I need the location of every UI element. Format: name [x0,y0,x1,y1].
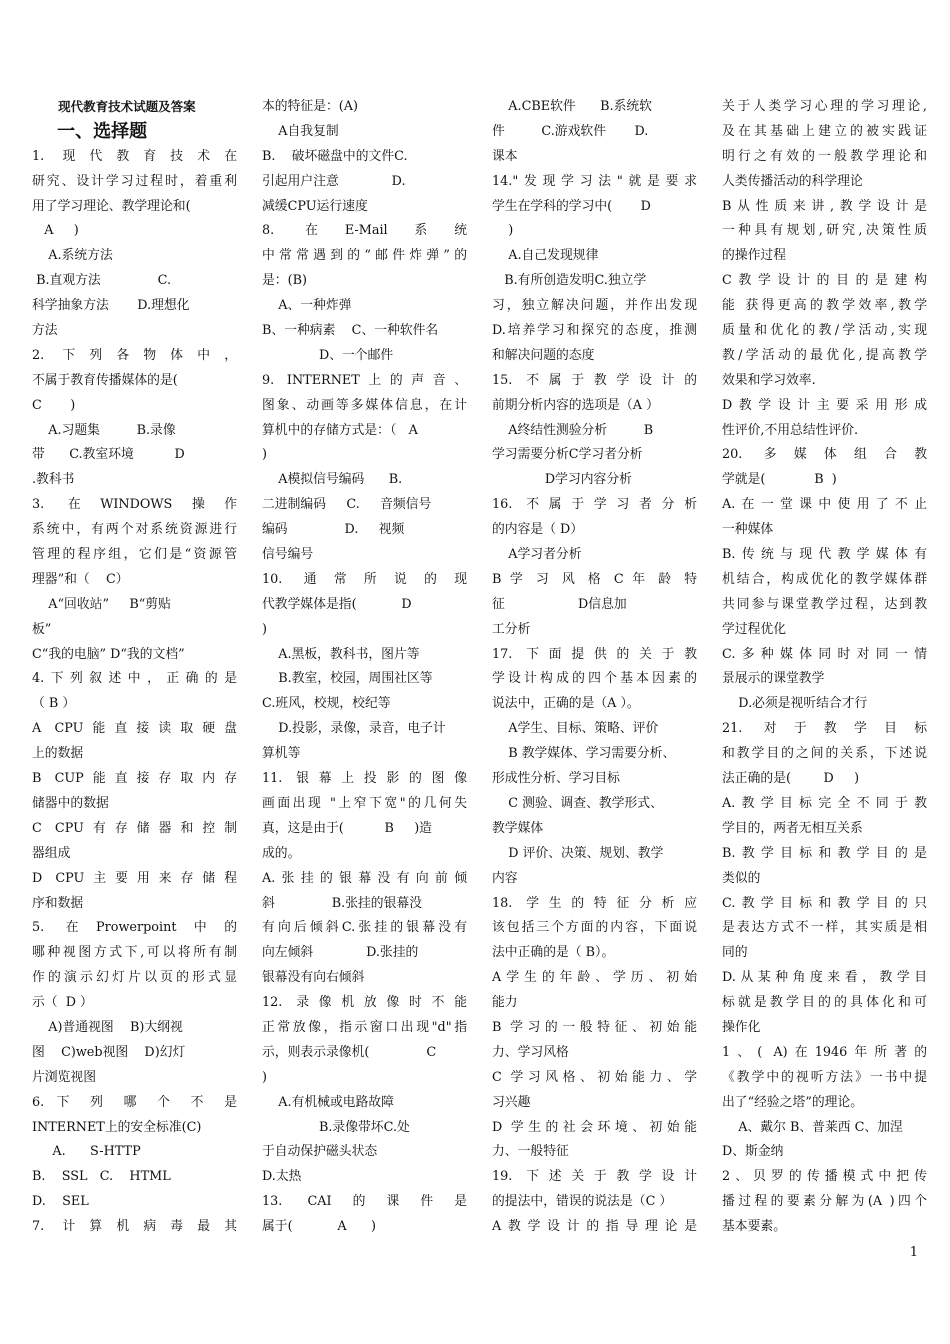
text-line: 示（ D ） [32,995,93,1011]
text-line: 学生在学科的学习中( D [492,198,651,214]
text-line: B. SSL C. HTML [32,1169,171,1185]
text-line: 二进制编码 C. 音频信号 [262,497,432,513]
text-line: 15. 不属于教学设计的 [492,372,697,388]
text-line: 人类传播活动的科学理论 [722,173,863,189]
text-line: C 学习风格、初始能力、学 [492,1069,697,1085]
text-line: 形成性分析、学习目标 [492,771,620,787]
text-line: 件 C.游戏软件 D. [492,123,649,139]
text-line: 和解决问题的态度 [492,347,595,363]
text-line: D.投影，录像，录音，电子计 [262,721,446,737]
text-line: 法中正确的是（ B）。 [492,945,615,961]
text-line: D.从某种角度来看，教学目 [722,970,927,986]
text-line: D、斯金纳 [722,1144,784,1160]
text-line: 引起用户注意 D. [262,173,406,189]
text-line: 图象、动画等多媒体信息，在计 [262,397,467,413]
text-line: 研究、设计学习过程时，着重利 [32,173,237,189]
text-line: A模拟信号编码 B. [262,472,403,488]
text-line: 2、贝罗的传播模式中把传 [722,1169,927,1185]
text-line: 该包括三个方面的内容，下面说 [492,920,697,936]
text-line: C教学设计的目的是建构 [722,273,927,289]
text-line: 学过程优化 [722,621,786,637]
text-line: 代教学媒体是指( D [262,596,412,612]
text-line: 学习需要分析C学习者分析 [492,447,643,463]
text-line: B.教室，校园，周围社区等 [262,671,433,687]
text-line: B.录像带坏C.处 [262,1119,410,1135]
text-line: D教学设计主要采用形成 [722,397,927,413]
text-line: 20. 多媒体组合教 [722,447,927,463]
text-column-2 [262,95,467,1240]
text-line: A ) [32,223,79,239]
text-line: 一、选择题 [32,120,148,142]
text-line: 及在其基础上建立的被实践证 [722,123,927,139]
text-line: 《教学中的视听方法》一书中提 [722,1069,927,1085]
text-line: 哪种视图方式下,可以将所有制 [32,945,237,961]
text-line: 14."发现学习法"就是要求 [492,173,697,189]
text-line: B 学 习 风 格 C 年 龄 特 [492,571,697,587]
text-line: 一种媒体 [722,522,774,538]
text-line: 机结合，构成优化的教学媒体群 [722,571,927,587]
text-line: 出了“经验之塔”的理论。 [722,1094,864,1110]
text-line: 习，独立解决问题，并作出发现 [492,298,697,314]
text-line: 效果和学习效率. [722,372,816,388]
text-line: 的内容是（ D） [492,522,584,538]
text-line: A.系统方法 [32,248,113,264]
text-line: D 评价、决策、规划、教学 [492,845,664,861]
text-column-4 [722,95,927,1240]
text-line: B 学习的一般特征、初始能 [492,1019,697,1035]
text-line: 学设计构成的四个基本因素的 [492,671,697,687]
text-line: ) [262,447,267,463]
text-line: A.习题集 B.录像 [32,422,176,438]
text-line: A.张挂的银幕没有向前倾 [262,870,467,886]
text-line: 19. 下述关于教学设计 [492,1169,697,1185]
text-line: 理器”和（ C） [32,571,129,587]
text-line: D. SEL [32,1194,89,1210]
text-line: A)普通视图 B)大纲视 [32,1019,183,1035]
text-line: 10. 通常所说的现 [262,571,467,587]
text-line: 的提法中，错误的说法是（C ） [492,1194,673,1210]
text-line: B CUP能直接存取内存 [32,771,237,787]
text-line: 成的。 [262,845,301,861]
text-line: ) [262,621,267,637]
text-line: A自我复制 [262,123,339,139]
text-line: B.教学目标和教学目的是 [722,845,927,861]
text-line: 21. 对于教学目标 [722,721,927,737]
text-line: 16. 不属于学习者分析 [492,497,697,513]
text-line: 减缓CPU运行速度 [262,198,368,214]
text-line: C CPU有存储器和控制 [32,820,237,836]
text-line: A教学设计的指导理论是 [492,1219,697,1235]
text-line: D 学生的社会环境、初始能 [492,1119,697,1135]
text-line: C.多种媒体同时对同一情 [722,646,927,662]
text-line: 方法 [32,323,58,339]
text-line: 向左倾斜 D.张挂的 [262,945,419,961]
text-line: A终结性测验分析 B [492,422,654,438]
text-line: 片浏览视图 [32,1069,96,1085]
text-line: 斜 B.张挂的银幕没 [262,895,422,911]
text-line: B.直观方法 C. [32,273,172,289]
text-line: A学习者分析 [492,547,582,563]
text-line: 系统中，有两个对系统资源进行 [32,522,237,538]
text-line: 信号编号 [262,547,314,563]
text-line: B.有所创造发明C.独立学 [492,273,647,289]
text-line: A. S-HTTP [32,1144,141,1160]
text-line: A.自己发现规律 [492,248,599,264]
text-line: 银幕没有向右倾斜 [262,970,365,986]
text-line: C.教学目标和教学目的只 [722,895,927,911]
text-line: 图 C)web视图 D)幻灯 [32,1044,186,1060]
text-line: 共同参与课堂教学过程，达到教 [722,596,927,612]
text-line: 算机中的存储方式是：（ A [262,422,418,438]
text-line: 工分析 [492,621,531,637]
text-line: 说法中，正确的是（A ）。 [492,696,640,712]
text-line: C.班风，校规，校纪等 [262,696,391,712]
text-line: C“我的电脑” D“我的文档” [32,646,185,662]
text-line: 器组成 [32,845,71,861]
text-line: 真，这是由于( B )造 [262,820,432,836]
text-line: 学就是( B ) [722,472,837,488]
text-line: 示，则表示录像机( C [262,1044,437,1060]
text-line: C ) [32,397,76,413]
text-line: 算机等 [262,746,301,762]
text-column-1 [32,95,237,1240]
text-line: 编码 D. 视频 [262,522,405,538]
text-line: 1、( A)在1946年所著的 [722,1044,927,1060]
text-line: 画面出现 "上窄下宽"的几何失 [262,795,467,811]
text-line: B. 破坏磁盘中的文件C. [262,148,408,164]
text-line: 能 获得更高的教学效率,教学 [722,298,927,314]
text-line: 18. 学生的特征分析应 [492,895,697,911]
text-line: 科学抽象方法 D.理想化 [32,298,190,314]
text-line: 带 C.教室环境 D [32,447,185,463]
text-line: B.传统与现代教学媒体有 [722,547,927,563]
text-line: 同的 [722,945,748,961]
text-line: 17. 下面提供的关于教 [492,646,697,662]
text-line: B从性质来讲,教学设计是 [722,198,927,214]
text-line: 能力 [492,995,518,1011]
text-line: 7. 计算机病毒最其 [32,1219,237,1235]
text-line: B 教学媒体、学习需要分析、 [492,746,676,762]
text-line: 内容 [492,870,518,886]
text-line: 上的数据 [32,746,84,762]
text-line: A CPU能直接读取硬盘 [32,721,237,737]
text-line: 8. 在E-Mail系统 [262,223,467,239]
text-line: 力、一般特征 [492,1144,569,1160]
text-line: A、一种炸弹 [262,298,352,314]
text-line: 储器中的数据 [32,795,109,811]
text-line: 习兴趣 [492,1094,531,1110]
text-line: 基本要素。 [722,1219,786,1235]
text-line: 法正确的是( D ) [722,771,860,787]
text-line: 性评价,不用总结性评价. [722,422,859,438]
text-line: 12. 录像机放像时不能 [262,995,467,1011]
text-line: 13. CAI的课件是 [262,1194,467,1210]
text-line: 一种具有规划,研究,决策性质 [722,223,927,239]
text-line: C 测验、调查、教学形式、 [492,795,663,811]
text-line: 管理的程序组，它们是“资源管 [32,547,237,563]
text-line: D、一个邮件 [262,347,394,363]
text-line: A.在一堂课中使用了不止 [722,497,927,513]
text-line: 不属于教育传播媒体的是( [32,372,178,388]
text-line: 用了学习理论、教学理论和( [32,198,191,214]
text-line: 和教学目的之间的关系，下述说 [722,746,927,762]
text-line: 的操作过程 [722,248,786,264]
text-line: 是：(B) [262,273,307,289]
text-line: 作的演示幻灯片以页的形式显 [32,970,237,986]
text-line: 正常放像，指示窗口出现"d"指 [262,1019,467,1035]
text-line: 于自动保护磁头状态 [262,1144,378,1160]
text-line: D.太热 [262,1169,302,1185]
text-line: 景展示的课堂教学 [722,671,825,687]
text-line: 中常常遇到的“邮件炸弹”的 [262,248,467,264]
text-line: B、一种病素 C、一种软件名 [262,323,439,339]
text-line: 1. 现代教育技术在 [32,148,237,164]
text-line: 操作化 [722,1019,761,1035]
text-line: 2. 下列各物体中， [32,347,237,363]
text-line: 课本 [492,148,518,164]
text-line: ) [262,1069,267,1085]
text-line: 教学媒体 [492,820,544,836]
text-line: 明行之有效的一般教学理论和 [722,148,927,164]
text-line: 类似的 [722,870,761,886]
text-line: 3. 在WINDOWS操作 [32,497,237,513]
text-line: A.有机械或电路故障 [262,1094,394,1110]
text-line: 播过程的要素分解为(A )四个 [722,1194,927,1210]
text-line: 11. 银幕上投影的图像 [262,771,467,787]
text-line: （ B ） [32,696,76,712]
text-line: A“回收站” B“剪贴 [32,596,171,612]
text-line: .教科书 [32,472,75,488]
text-line: A、戴尔 B、普莱西 C、加涅 [722,1119,903,1135]
text-line: 板” [32,621,52,637]
text-line: 力、学习风格 [492,1044,569,1060]
text-line: 本的特征是：(A) [262,99,359,114]
text-line: 学目的，两者无相互关系 [722,820,863,836]
text-line: INTERNET上的安全标准(C) [32,1119,202,1135]
text-line: A.教学目标完全不同于教 [722,795,927,811]
text-line: 有向后倾斜C.张挂的银幕没有 [262,920,467,936]
text-line: 标就是教学目的的具体化和可 [722,995,927,1011]
text-line: 征 D信息加 [492,596,627,612]
page-number: 1 [909,1245,918,1260]
text-column-3 [492,95,697,1240]
text-line: D学习内容分析 [492,472,632,488]
text-line: 9. INTERNET上的声音、 [262,372,467,388]
text-line: 现代教育技术试题及答案 [32,99,196,114]
text-line: 5. 在Prowerpoint中的 [32,920,237,936]
text-line: A学生、目标、策略、评价 [492,721,659,737]
text-line: 序和数据 [32,895,84,911]
text-line: 教/学活动的最优化,提高教学 [722,347,927,363]
text-line: D CPU主要用来存储程 [32,870,237,886]
text-line: 关于人类学习心理的学习理论, [722,99,927,114]
text-line: D.培养学习和探究的态度，推测 [492,323,697,339]
text-line: 4.下列叙述中，正确的是 [32,671,237,687]
text-line: A学生的年龄、学历、初始 [492,970,697,986]
text-line: 质量和优化的教/学活动,实现 [722,323,927,339]
text-line: D.必须是视听结合才行 [722,696,868,712]
text-line: 是表达方式不一样，其实质是相 [722,920,927,936]
text-line: A.黑板，教科书，图片等 [262,646,420,662]
text-line: A.CBE软件 B.系统软 [492,99,652,114]
text-line: ) [492,223,514,239]
text-line: 6. 下 列 哪 个 不 是 [32,1094,237,1110]
text-line: 属于( A ) [262,1219,376,1235]
text-line: 前期分析内容的选项是（A ） [492,397,659,413]
